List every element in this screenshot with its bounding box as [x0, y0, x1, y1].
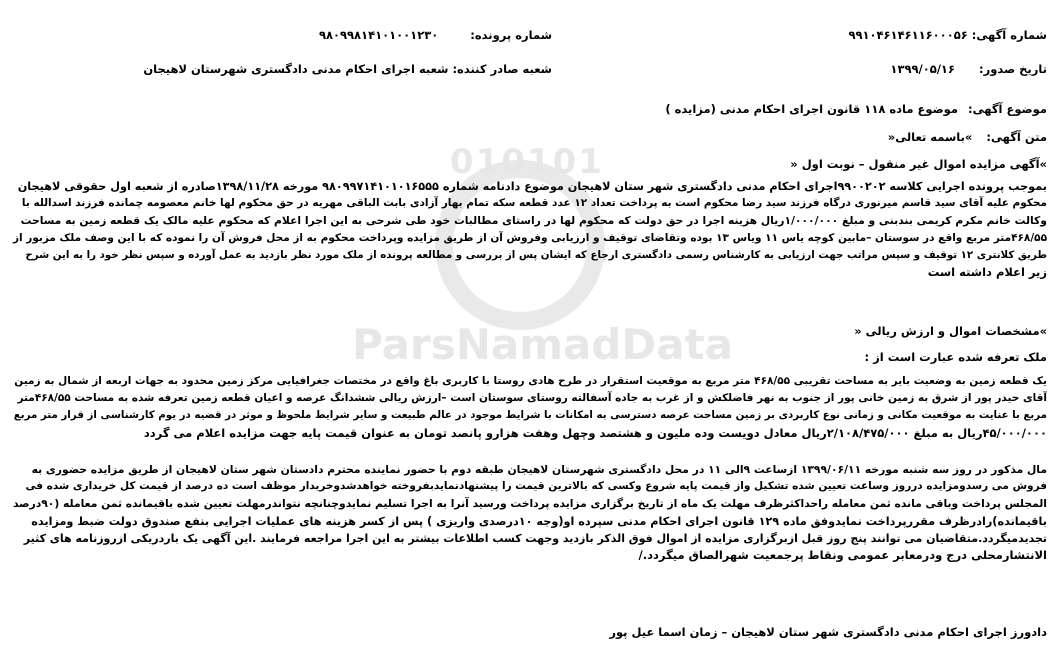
paragraph-line: ۴۵/۰۰۰/۰۰۰ریال به مبلغ ۲/۱۰۸/۴۷۵/۰۰۰ریال معادل دویست وده ملیون و هشتصد وچهل وهفت هزارو پانصد تومان به عنوان قیمت پایه جهت مزایده اعلام می گردد — [143, 425, 1047, 440]
ad-number-row — [848, 28, 1047, 42]
signature: دادورز اجرای احکام مدنی دادگستری شهر ستان لاهیجان – زمان اسما عیل پور — [609, 625, 1047, 639]
body-row — [888, 130, 1047, 144]
ad-number: ۹۹۱۰۴۶۱۴۶۱۱۶۰۰۰۵۶ — [848, 28, 968, 42]
paragraph-line: تجدیدمیگردد.متقاضیان می توانند پنج روز قبل ازبرگزاری مزایده از اموال فوق الذکر بازدید وجهت کسب اطلاعات بیشتر به این اجرا مراجعه فرمایند .این آگهی یک باردریکی ازروزنامه های کثیر — [23, 531, 1047, 545]
paragraph-property — [11, 373, 1047, 442]
watermark-text: ParsNamadData — [352, 320, 733, 369]
paragraph-line: باقیمانده)رادرظرف مقررپرداخت نمایدوفق ماده ۱۲۹ قانون اجرای احکام مدنی سپرده او(وجه ۱۰درصدی واریزی ) پس از کسر هزینه های عملیات اجرایی بنفع صندوق دولت ضبط ومزایده — [31, 514, 1047, 528]
notice-title: »آگهی مزایده اموال غیر منقول – نوبت اول « — [790, 157, 1047, 171]
issue-date-label: تاریخ صدور: — [979, 62, 1047, 76]
paragraph-line: فروش می رسدومزایده درروز وساعت تعیین شده تشکیل واز قیمت پایه شروع وکسی که بالاترین قیمت را پیشنهادنمایدبفروخته خواهدشدوخریدار موظف است ده درصد از قیمت کل خریداری شده فی — [25, 480, 1047, 493]
issue-date: ۱۳۹۹/۰۵/۱۶ — [890, 62, 955, 76]
issue-date-row — [890, 62, 1047, 76]
case-number: ۹۸۰۹۹۸۱۴۱۰۱۰۰۱۲۳۰ — [318, 28, 439, 42]
watermark-code: 010101 — [450, 142, 604, 182]
subject-label: موضوع آگهی: — [968, 102, 1047, 116]
issuer-row — [143, 62, 552, 76]
issuer: شعبه اجرای احکام مدنی دادگستری شهرستان لاهیجان — [143, 62, 449, 76]
paragraph-line: مال مذکور در روز سه شنبه مورخه ۱۳۹۹/۰۶/۱۱ ازساعت ۹الی ۱۱ در محل دادگستری شهرستان لاهیجان طبقه دوم با حضور نماینده محترم دادستان شهر ستان لاهیجان از طریق مزایده حضوری به — [31, 463, 1047, 476]
case-number-row — [319, 28, 552, 42]
subject-row — [665, 102, 1047, 116]
paragraph-line: ۴۶۸/۵۵متر مربع واقع در سوستان –مابین کوچه یاس ۱۱ ویاس ۱۳ بوده وتقاضای توقیف و ارزیابی وفروش آن از طریق مزایده وپرداخت محکوم به از محل فروش آن را نموده که با این وصف ملک مزبور از — [12, 231, 1047, 244]
bismillah: »باسمه تعالی« — [887, 130, 973, 144]
property-intro: ملک تعرفه شده عبارت است از : — [864, 350, 1047, 364]
paragraph-line: بموجب پرونده اجرایی کلاسه ۹۹۰۰۲۰۲اجرای احکام مدنی دادگستری شهر ستان لاهیجان موضوع دادنامه شماره ۹۸۰۹۹۷۱۴۱۰۱۰۱۶۵۵۵ مورخه ۱۳۹۸/۱۱/۲۸صادره از شعبه اول حقوقی لاهیجان — [17, 180, 1047, 193]
case-number-label: شماره پرونده: — [470, 28, 552, 42]
issuer-label: شعبه صادر کننده: — [452, 62, 552, 76]
paragraph-line: آقای حیدر پور از شرق به زمین خانی پور از جنوب به نهر فاضلکش و از غرب به جاده آسفالته روستای سوستان است –ارزش ریالی ششدانگ عرصه و اعیان قطعه زمین تعرفه شده به مساحت ۴۶۸/۵۵متر — [17, 392, 1047, 405]
paragraph-line: محکوم علیه آقای سید قاسم میرنوری درگاه فرزند سید رضا محکوم است به پرداخت تعداد ۱۲ عدد قطعه سکه تمام بهار آزادی بابت الباقی مهریه در حق محکوم لها خانم معصومه چمانده فرزند اسدالله با — [21, 197, 1047, 210]
paragraph-line: طریق کلانتری ۱۲ توقیف و سپس مراتب جهت ارزیابی به کارشناس رسمی دادگستری ارجاع که ایشان پس از بررسی و مطالعه پرونده از ملک مورد نظر بازدید به عمل آورده و سپس نظر خود را به این شرح — [25, 248, 1047, 261]
paragraph-line: مربع با عنایت به موقعیت مکانی و زمانی نوع کاربردی بر زمین مساحت عرصه دسترسی به امکانات با شرایط موجود در عالم طبیعت و سایر شرایط ملحوظ و موثر در قضیه در یوم کارشناسی از قرار متر مربع — [13, 409, 1047, 422]
body-label: متن آگهی: — [986, 130, 1047, 144]
paragraph-line: المجلس پرداخت وباقی مانده ثمن معامله راحداکثرظرف مهلت یک ماه از تاریخ برگزاری مزایده پرداخت ورسید آنرا به اجرا تسلیم نمایدوچنانچه نتواندرمهلت تعیین شده باقیمانده ثمن معامله (۹۰درصد — [12, 497, 1047, 511]
paragraph-auction-terms — [11, 461, 1047, 564]
specs-title: »مشخصات اموال و ارزش ریالی « — [854, 324, 1047, 338]
paragraph-line: الانتشارمحلی درج ودرمعابر عمومی ونقاط پرجمعیت شهرالصاق میگردد./ — [638, 548, 1047, 563]
paragraph-ruling — [11, 178, 1047, 281]
subject-value: موضوع ماده ۱۱۸ قانون اجرای احکام مدنی (مزایده ) — [665, 102, 959, 116]
paragraph-line: یک قطعه زمین به وضعیت بایر به مساحت تقریبی ۴۶۸/۵۵ متر مربع به موقعیت استقرار در طرح هادی روستا با کاربری باغ واقع در مختصات جغرافیایی مرکز زمین محدود به جهات اربعه از شمال به زمین — [14, 375, 1047, 387]
ad-number-label: شماره آگهی: — [971, 28, 1047, 42]
paragraph-line: وکالت خانم مکرم کریمی بندبنی و مبلغ ۱/۰۰۰/۰۰۰ریال هزینه اجرا در حق دولت که محکوم لها در راستای مطالبات خود طی شرحی به این اجرا اعلام که محکوم علیه مالک یک قطعه زمین به مساحت — [20, 214, 1047, 228]
paragraph-line: زیر اعلام داشته است — [927, 265, 1047, 280]
